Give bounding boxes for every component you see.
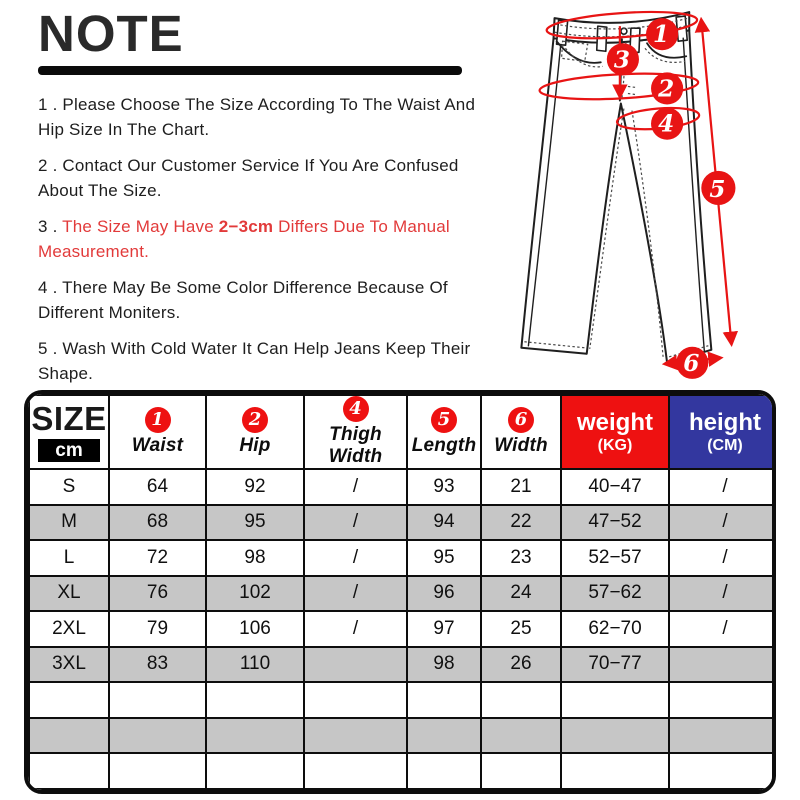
value-cell: 21 xyxy=(481,469,561,505)
callout-4-label: 4 xyxy=(658,110,675,138)
callout-5-label: 5 xyxy=(709,176,726,204)
callout-6-label: 6 xyxy=(683,349,700,377)
value-cell xyxy=(304,753,407,789)
value-cell: 64 xyxy=(109,469,206,505)
value-cell: / xyxy=(304,469,407,505)
badge-number: 2 xyxy=(242,407,268,433)
size-label xyxy=(29,753,109,789)
note-text-segment: 3 . xyxy=(38,217,63,237)
value-cell xyxy=(669,753,776,789)
value-cell: 92 xyxy=(206,469,304,505)
col-label: Hip xyxy=(239,435,271,456)
value-cell: 94 xyxy=(407,505,481,541)
value-cell xyxy=(304,647,407,683)
value-cell: / xyxy=(669,576,776,612)
value-cell: 40−47 xyxy=(561,469,669,505)
table-row xyxy=(29,540,776,576)
col-header-height xyxy=(669,395,776,469)
size-table xyxy=(24,390,776,794)
col-header-length xyxy=(407,395,481,469)
value-cell xyxy=(109,753,206,789)
size-label: 3XL xyxy=(29,647,109,683)
table-header-row xyxy=(29,395,776,469)
value-cell: / xyxy=(304,505,407,541)
note-text-segment: 2−3cm xyxy=(218,217,274,237)
callout-3-label: 3 xyxy=(613,46,630,74)
value-cell xyxy=(206,718,304,754)
value-cell: 47−52 xyxy=(561,505,669,541)
value-cell: 95 xyxy=(407,540,481,576)
col-sublabel: (CM) xyxy=(707,437,743,454)
note-item-1 xyxy=(38,92,490,142)
value-cell xyxy=(561,682,669,718)
note-text-segment: 2 . Contact Our Customer Service If You Are Confused About The Size. xyxy=(38,156,459,201)
value-cell xyxy=(407,753,481,789)
note-text-segment: 5 . Wash With Cold Water It Can Help Jeans Keep Their Shape. xyxy=(38,339,471,384)
value-cell: 110 xyxy=(206,647,304,683)
callout-5 xyxy=(701,171,735,205)
col-label: Waist xyxy=(131,435,184,456)
note-item-3 xyxy=(38,214,490,264)
size-label: 2XL xyxy=(29,611,109,647)
size-label: S xyxy=(29,469,109,505)
value-cell: / xyxy=(304,540,407,576)
jeans-diagram xyxy=(488,0,800,392)
badge-number: 4 xyxy=(343,396,369,422)
note-title: NOTE xyxy=(38,5,184,62)
value-cell: 57−62 xyxy=(561,576,669,612)
size-label: L xyxy=(29,540,109,576)
value-cell xyxy=(481,718,561,754)
callout-4 xyxy=(651,108,683,140)
callout-1 xyxy=(646,18,678,50)
value-cell: / xyxy=(304,576,407,612)
col-header-waist xyxy=(109,395,206,469)
col-label: height xyxy=(689,409,761,437)
value-cell xyxy=(109,718,206,754)
value-cell: 98 xyxy=(407,647,481,683)
value-cell xyxy=(206,753,304,789)
note-text-segment: 4 . There May Be Some Color Difference Because Of Different Moniters. xyxy=(38,278,448,323)
callout-6 xyxy=(676,347,708,379)
value-cell: 25 xyxy=(481,611,561,647)
value-cell: / xyxy=(669,469,776,505)
badge-number: 5 xyxy=(431,407,457,433)
note-text-segment: The Size May Have xyxy=(62,217,219,237)
value-cell xyxy=(669,682,776,718)
callout-2-label: 2 xyxy=(658,75,675,103)
note-item-4 xyxy=(38,275,490,325)
col-label: weight xyxy=(577,409,653,437)
table-row xyxy=(29,682,776,718)
note-text-segment: 1 . Please Choose The Size According To The Waist And Hip Size In The Chart. xyxy=(38,95,476,140)
value-cell: 98 xyxy=(206,540,304,576)
value-cell: 96 xyxy=(407,576,481,612)
table-row xyxy=(29,469,776,505)
note-section xyxy=(38,5,490,397)
table-row xyxy=(29,718,776,754)
note-text-segment: Differs Due To Manual Measurement. xyxy=(38,217,450,262)
badge-number: 1 xyxy=(145,407,171,433)
corner-unit: cm xyxy=(38,439,99,462)
col-label: Length xyxy=(411,435,477,456)
value-cell xyxy=(206,682,304,718)
value-cell: 72 xyxy=(109,540,206,576)
table-row xyxy=(29,753,776,789)
table-row xyxy=(29,505,776,541)
col-header-hip xyxy=(206,395,304,469)
callout-1-label: 1 xyxy=(653,21,670,49)
value-cell: 97 xyxy=(407,611,481,647)
value-cell xyxy=(304,682,407,718)
value-cell xyxy=(561,718,669,754)
table-row xyxy=(29,611,776,647)
value-cell: / xyxy=(669,611,776,647)
corner-header-cell xyxy=(29,395,109,469)
note-list xyxy=(38,92,490,386)
value-cell: 52−57 xyxy=(561,540,669,576)
col-label: Thigh Width xyxy=(328,424,383,467)
note-item-2 xyxy=(38,153,490,203)
col-header-thigh-width xyxy=(304,395,407,469)
value-cell: / xyxy=(669,540,776,576)
value-cell: 22 xyxy=(481,505,561,541)
table-row xyxy=(29,576,776,612)
value-cell: 93 xyxy=(407,469,481,505)
value-cell: 70−77 xyxy=(561,647,669,683)
value-cell: 24 xyxy=(481,576,561,612)
size-label: XL xyxy=(29,576,109,612)
note-item-5 xyxy=(38,336,490,386)
callout-3 xyxy=(607,43,639,75)
col-label: Width xyxy=(494,435,548,456)
value-cell: 26 xyxy=(481,647,561,683)
value-cell: / xyxy=(304,611,407,647)
value-cell xyxy=(109,682,206,718)
value-cell: 83 xyxy=(109,647,206,683)
value-cell: 76 xyxy=(109,576,206,612)
size-label xyxy=(29,718,109,754)
value-cell: 95 xyxy=(206,505,304,541)
value-cell xyxy=(669,647,776,683)
value-cell xyxy=(561,753,669,789)
table-row xyxy=(29,647,776,683)
value-cell: 62−70 xyxy=(561,611,669,647)
badge-number: 6 xyxy=(508,407,534,433)
value-cell xyxy=(669,718,776,754)
size-label xyxy=(29,682,109,718)
title-underline-bar xyxy=(38,66,462,75)
value-cell xyxy=(304,718,407,754)
corner-title: SIZE xyxy=(31,400,107,438)
col-sublabel: (KG) xyxy=(597,437,633,454)
value-cell: 23 xyxy=(481,540,561,576)
value-cell: 68 xyxy=(109,505,206,541)
callout-2 xyxy=(651,72,683,104)
table-body xyxy=(29,469,776,789)
value-cell xyxy=(407,718,481,754)
size-label: M xyxy=(29,505,109,541)
value-cell xyxy=(407,682,481,718)
col-header-width xyxy=(481,395,561,469)
value-cell xyxy=(481,682,561,718)
value-cell: 102 xyxy=(206,576,304,612)
value-cell: 106 xyxy=(206,611,304,647)
col-header-weight xyxy=(561,395,669,469)
value-cell xyxy=(481,753,561,789)
value-cell: 79 xyxy=(109,611,206,647)
value-cell: / xyxy=(669,505,776,541)
